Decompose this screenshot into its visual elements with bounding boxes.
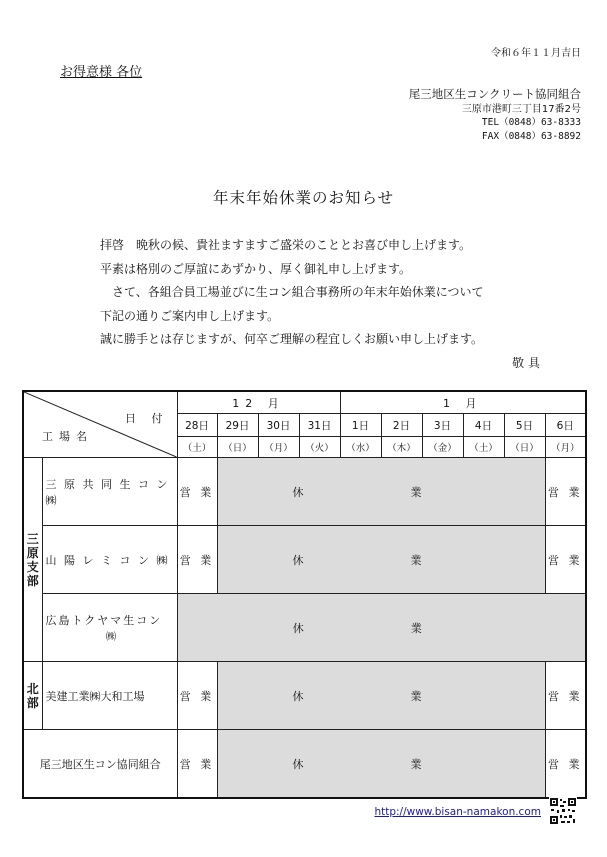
closed-cell: 休 業	[217, 526, 545, 594]
weekday-cell: （水）	[340, 437, 381, 458]
table-row	[23, 526, 586, 594]
qr-code-icon	[549, 797, 577, 825]
sender-tel: TEL（0848）63-8333	[481, 117, 581, 128]
table-row	[23, 662, 586, 730]
page-title: 年末年始休業のお知らせ	[212, 189, 395, 207]
sender-fax: FAX（0848）63-8892	[481, 130, 581, 142]
issue-date: 令和６年１１月吉日	[491, 48, 581, 59]
weekday-cell: （日）	[504, 437, 545, 458]
body-line: 拝啓 晩秋の候、貴社ますますご盛栄のこととお喜び申し上げます。	[100, 238, 472, 252]
weekday-cell: （月）	[258, 437, 299, 458]
table-row	[23, 730, 586, 799]
weekday-cell: （火）	[299, 437, 340, 458]
group-label-mihara: 三 原 支 部	[23, 458, 42, 662]
body-line: 平素は格別のご厚誼にあずかり、厚く御礼申し上げます。	[100, 261, 412, 276]
month-january: 1 月	[340, 391, 586, 414]
weekday-cell: （土）	[463, 437, 504, 458]
plant-name: 三 原 共 同 生 コ ン ㈱	[42, 458, 177, 526]
table-header-corner	[23, 391, 177, 458]
plant-name: 山 陽 レ ミ コ ン ㈱	[42, 526, 177, 594]
addressee: お得意様 各位	[60, 65, 143, 80]
day-cell: 6日	[545, 414, 586, 437]
table-row	[23, 458, 586, 526]
day-cell: 4日	[463, 414, 504, 437]
sender-org: 尾三地区生コンクリート協同組合	[408, 87, 581, 101]
open-cell: 営 業	[545, 458, 586, 526]
body-line: さて、各組合員工場並びに生コン組合事務所の年末年始休業について	[100, 285, 484, 300]
open-cell: 営 業	[177, 730, 217, 799]
weekday-cell: （日）	[217, 437, 258, 458]
closed-cell: 休 業	[217, 458, 545, 526]
plant-name: 広島トクヤマ生コン ㈱	[42, 594, 177, 662]
header-date-label: 日 付	[125, 412, 169, 425]
weekday-cell: （金）	[422, 437, 463, 458]
sender-address: 三原市港町三丁目17番2号	[461, 103, 581, 115]
open-cell: 営 業	[545, 526, 586, 594]
open-cell: 営 業	[177, 458, 217, 526]
plant-name: 美建工業㈱大和工場	[42, 662, 177, 730]
day-cell: 28日	[177, 414, 217, 437]
body-line: 下記の通りご案内申し上げます。	[100, 308, 280, 323]
closing: 敬 具	[512, 355, 540, 370]
open-cell: 営 業	[177, 526, 217, 594]
plant-name: 尾三地区生コン協同組合	[23, 730, 177, 799]
sender-block	[409, 88, 581, 143]
body-line: 誠に勝手とは存じますが、何卒ご理解の程宜しくお願い申し上げます。	[100, 332, 484, 347]
weekday-cell: （月）	[545, 437, 586, 458]
weekday-cell: （木）	[381, 437, 422, 458]
day-cell: 29日	[217, 414, 258, 437]
letter-body	[100, 234, 542, 376]
open-cell: 営 業	[545, 662, 586, 730]
header-plant-label: 工場名	[42, 430, 93, 443]
closed-cell: 休 業	[177, 594, 586, 662]
closed-cell: 休 業	[217, 730, 545, 799]
day-cell: 1日	[340, 414, 381, 437]
day-cell: 3日	[422, 414, 463, 437]
closed-cell: 休 業	[217, 662, 545, 730]
open-cell: 営 業	[177, 662, 217, 730]
table-row	[23, 594, 586, 662]
website-link[interactable]: http://www.bisan-namakon.com	[374, 806, 541, 818]
group-label-hokubu: 北 部	[23, 662, 42, 730]
holiday-schedule-table	[22, 390, 587, 799]
day-cell: 5日	[504, 414, 545, 437]
weekday-cell: （土）	[177, 437, 217, 458]
day-cell: 2日	[381, 414, 422, 437]
open-cell: 営 業	[545, 730, 586, 799]
day-cell: 31日	[299, 414, 340, 437]
day-cell: 30日	[258, 414, 299, 437]
month-december: 12 月	[177, 391, 340, 414]
